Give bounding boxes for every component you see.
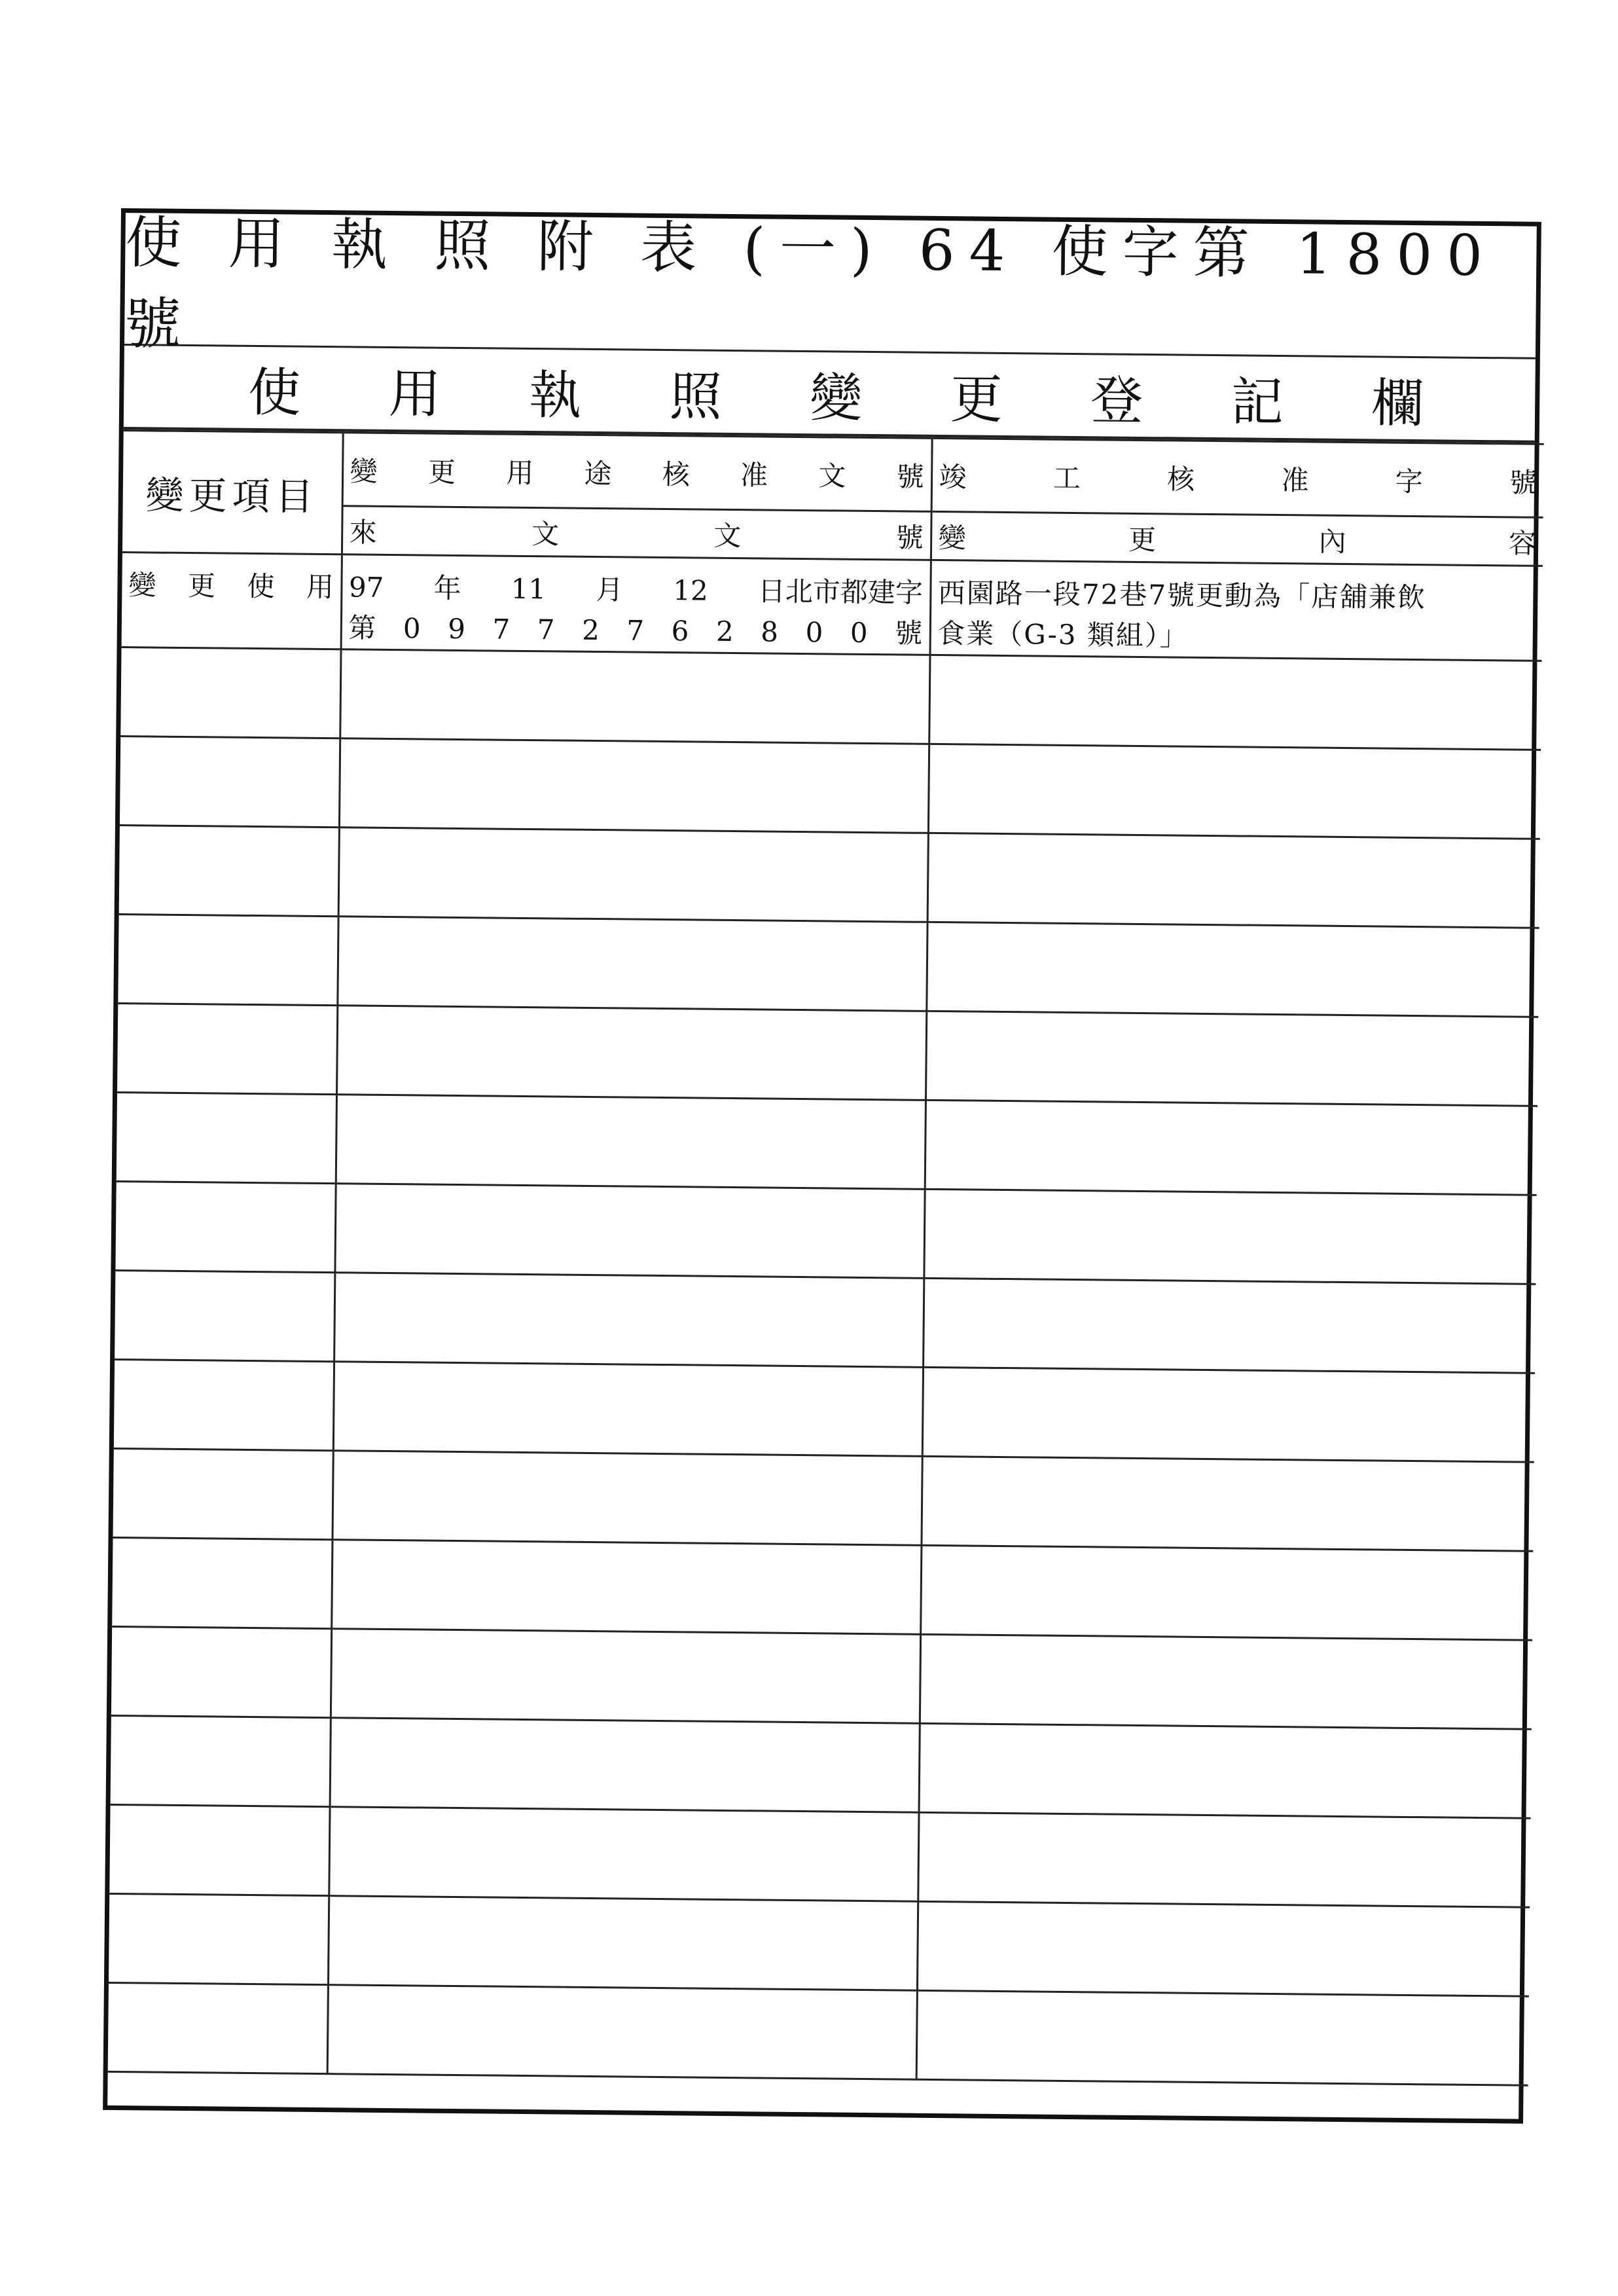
header-char: 號 (1509, 465, 1537, 499)
blank-row (114, 1359, 1535, 1462)
blank-row (112, 1537, 1533, 1640)
doc-token: 2 (715, 615, 734, 648)
blank-cell (332, 1451, 922, 1546)
header-row-1 (123, 431, 1544, 518)
table-row (122, 553, 1543, 661)
doc-number-cell (341, 555, 931, 655)
blank-row (108, 1982, 1529, 2085)
item-char: 使 (247, 570, 275, 603)
blank-cell (917, 1901, 1530, 1996)
change-content-cell (930, 560, 1543, 661)
license-form (103, 208, 1541, 2124)
blank-row (111, 1626, 1532, 1729)
header-char: 文 (531, 517, 560, 550)
subtitle-char: 更 (950, 368, 1003, 430)
doc-token: 0 (805, 616, 823, 649)
subtitle-char: 欄 (1371, 372, 1424, 434)
doc-token: 年 (433, 572, 461, 605)
blank-cell (337, 917, 927, 1011)
incoming-doc-header (342, 506, 931, 560)
blank-cell (120, 737, 340, 828)
header-char: 字 (1395, 465, 1424, 498)
blank-cell (113, 1448, 333, 1539)
header-char: 變 (350, 454, 378, 488)
item-char: 用 (306, 570, 334, 604)
doc-token: 6 (671, 615, 689, 647)
subtitle-char: 記 (1231, 371, 1284, 433)
doc-token: 97 (348, 571, 384, 604)
item-char: 更 (187, 570, 216, 602)
form-title-row (124, 210, 1537, 359)
blank-cell (929, 655, 1541, 750)
doc-token: 月 (595, 573, 624, 606)
blank-cell (117, 1004, 337, 1095)
doc-token: 11 (511, 572, 547, 606)
form-title: 使 用 執 照 附 表 (一) 64 使字第 1800 號 (124, 210, 1498, 358)
item-char: 變 (128, 569, 156, 602)
doc-token: 號 (894, 617, 923, 649)
blank-cell (120, 647, 340, 738)
blank-cell (927, 833, 1540, 928)
header-char: 途 (584, 457, 612, 490)
blank-row (120, 647, 1541, 750)
blank-cell (111, 1626, 331, 1717)
doc-token: 日北市都建字 (757, 575, 924, 609)
subtitle-char: 用 (388, 363, 442, 425)
header-char: 容 (1508, 526, 1537, 560)
change-item-cell (122, 553, 342, 649)
blank-row (109, 1893, 1530, 1996)
blank-cell (119, 826, 339, 917)
blank-cell (111, 1715, 331, 1806)
header-char: 號 (895, 520, 924, 554)
blank-cell (334, 1184, 924, 1279)
blank-cell (109, 1893, 329, 1984)
completion-no-header (931, 438, 1544, 517)
doc-token: 第 (348, 611, 376, 644)
subtitle-char: 變 (809, 367, 863, 429)
doc-token: 9 (447, 612, 466, 646)
doc-token: 0 (850, 616, 868, 649)
subtitle-char: 照 (669, 365, 723, 428)
blank-cell (331, 1540, 921, 1635)
blank-row (115, 1181, 1536, 1284)
header-char: 用 (505, 456, 534, 489)
doc-token: 8 (761, 615, 779, 648)
blank-row (117, 1004, 1538, 1106)
blank-row (118, 915, 1539, 1017)
blank-rows (108, 647, 1542, 2086)
change-register-table (108, 429, 1544, 2086)
header-char: 文 (818, 459, 846, 492)
blank-cell (926, 1011, 1538, 1106)
change-item-header: 變更項目 (122, 431, 343, 555)
blank-cell (924, 1189, 1536, 1284)
subtitle-char: 執 (528, 364, 582, 426)
blank-row (119, 826, 1540, 928)
content-line-1: 西園路一段72巷7號更動為「店舖兼飲 (937, 577, 1427, 614)
blank-cell (928, 744, 1541, 839)
approval-doc-header (342, 433, 932, 512)
blank-row (120, 737, 1541, 839)
blank-cell (923, 1278, 1536, 1373)
header-char: 文 (713, 519, 742, 552)
blank-cell (329, 1807, 918, 1902)
content-line-2: 食業（G-3 類組）」 (937, 617, 1189, 652)
blank-cell (340, 649, 929, 744)
header-char: 更 (1128, 523, 1157, 556)
blank-cell (925, 1100, 1537, 1195)
blank-cell (339, 738, 929, 833)
blank-cell (115, 1181, 335, 1272)
blank-cell (327, 1985, 917, 2080)
doc-token: 12 (673, 574, 708, 607)
blank-cell (331, 1629, 920, 1724)
header-char: 核 (1166, 462, 1195, 496)
blank-cell (926, 922, 1539, 1017)
blank-cell (921, 1456, 1534, 1551)
header-char: 准 (1281, 464, 1309, 496)
doc-token: 7 (626, 614, 645, 647)
blank-cell (328, 1896, 918, 1991)
blank-cell (108, 1982, 328, 2073)
blank-cell (112, 1537, 332, 1628)
doc-token: 7 (492, 613, 511, 646)
header-char: 竣 (939, 460, 967, 493)
blank-row (113, 1448, 1534, 1551)
blank-cell (916, 1990, 1529, 2085)
header-char: 內 (1318, 525, 1346, 558)
header-char: 變 (938, 521, 966, 554)
blank-cell (330, 1718, 920, 1813)
blank-cell (918, 1812, 1530, 1907)
blank-cell (336, 1006, 926, 1101)
blank-cell (109, 1804, 329, 1895)
header-char: 更 (427, 456, 456, 488)
header-char: 准 (740, 458, 768, 492)
blank-cell (920, 1634, 1532, 1729)
blank-row (117, 1093, 1537, 1195)
blank-cell (920, 1545, 1533, 1640)
blank-row (115, 1270, 1536, 1373)
blank-cell (118, 915, 338, 1006)
blank-cell (333, 1362, 923, 1457)
blank-row (111, 1715, 1532, 1818)
blank-cell (338, 828, 928, 922)
blank-cell (922, 1367, 1535, 1462)
blank-cell (336, 1095, 926, 1190)
change-content-header (931, 511, 1543, 566)
subtitle-char: 登 (1090, 369, 1143, 431)
header-char: 來 (349, 515, 378, 549)
header-char: 工 (1052, 462, 1081, 494)
doc-token: 7 (537, 613, 555, 646)
subtitle-char: 使 (247, 361, 301, 424)
blank-cell (117, 1093, 336, 1184)
header-char: 核 (662, 458, 691, 490)
blank-row (109, 1804, 1530, 1907)
blank-cell (115, 1270, 334, 1361)
blank-cell (919, 1723, 1532, 1818)
blank-cell (334, 1273, 924, 1368)
doc-token: 0 (403, 612, 421, 645)
blank-cell (114, 1359, 334, 1450)
doc-token: 2 (581, 613, 600, 647)
header-char: 號 (896, 460, 924, 493)
